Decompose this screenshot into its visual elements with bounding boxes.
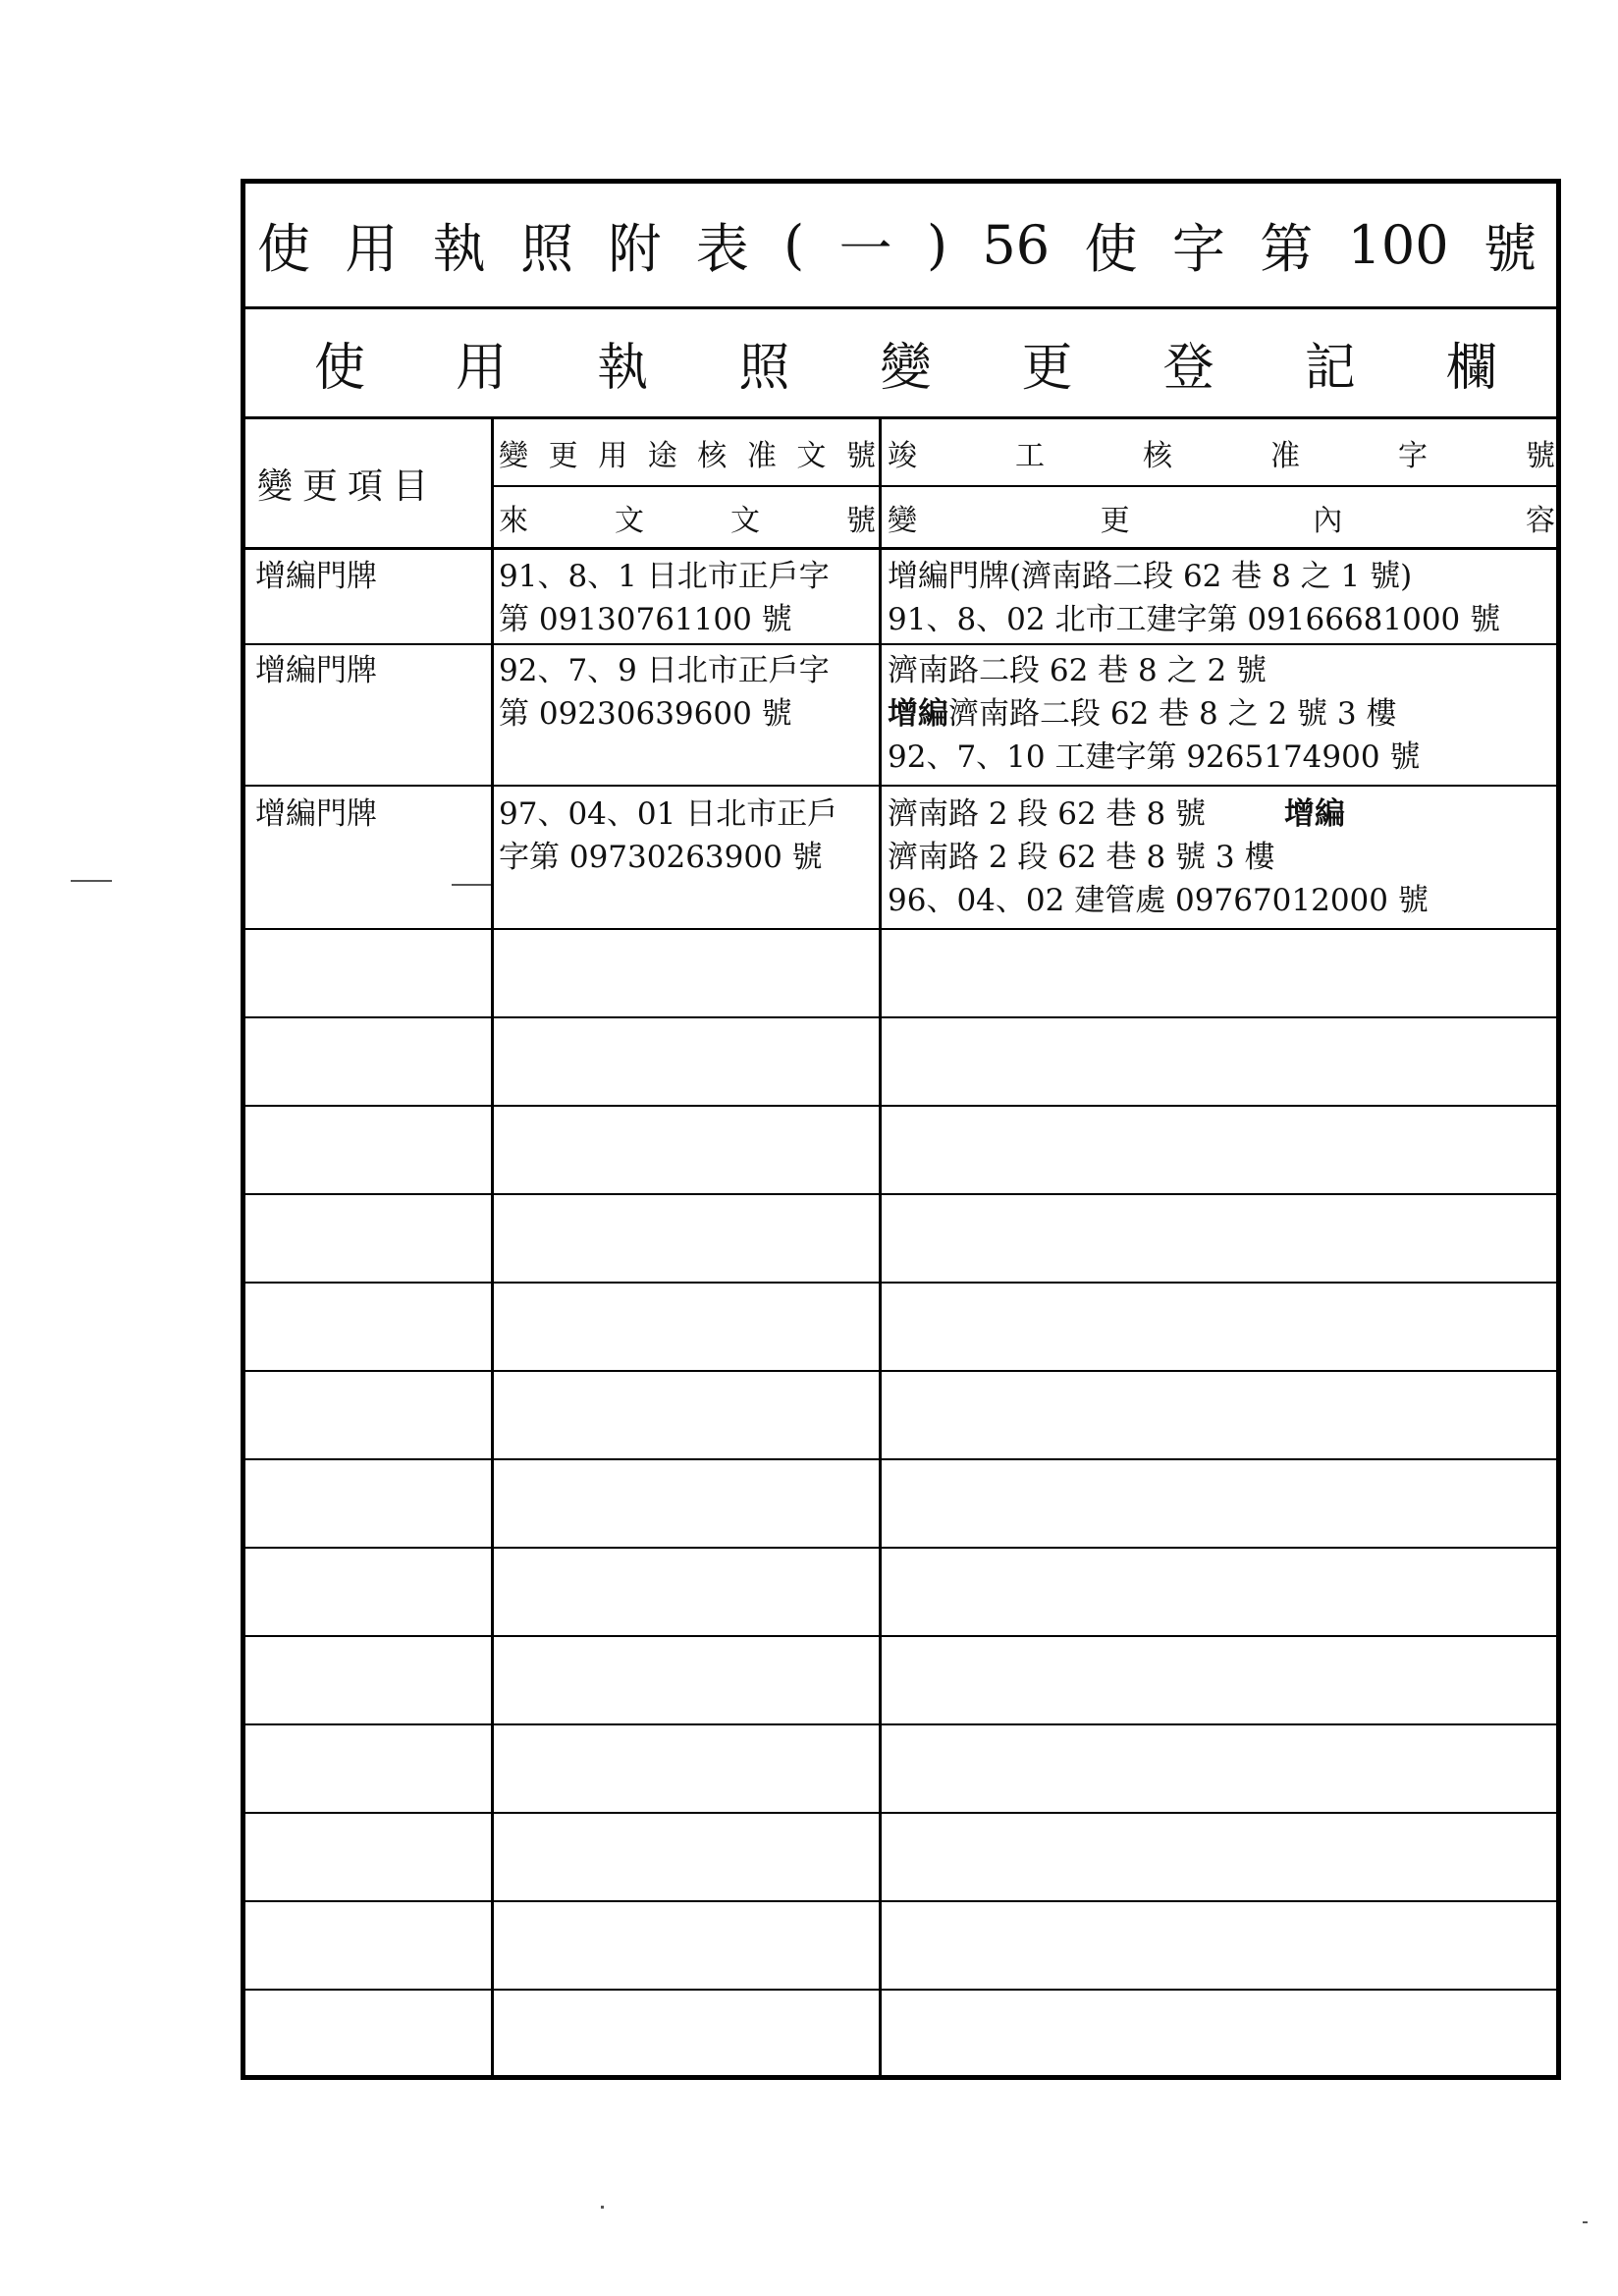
- title-char: 第: [1260, 218, 1314, 280]
- title-char: (: [783, 214, 805, 276]
- row-2-content-line-3: 92、7、10 工建字第 9265174900 號: [888, 739, 1421, 775]
- header-change-item: 變更項目: [257, 465, 439, 507]
- row-3-bold-tag: 增編: [1284, 796, 1346, 832]
- title-char: 一: [838, 218, 892, 280]
- column-divider: [879, 419, 882, 2075]
- empty-row-divider: [245, 1458, 1556, 1460]
- row-1-doc-line-1: 91、8、1 日北市正戶字: [499, 559, 830, 594]
- title-char: 附: [608, 218, 662, 280]
- row-divider: [245, 643, 1556, 645]
- row-1-item: 增編門牌: [255, 559, 377, 594]
- subtitle-char: 欄: [1445, 339, 1497, 398]
- column-divider: [491, 419, 494, 2075]
- row-2-bold-tag: 增編: [888, 696, 948, 732]
- scan-mark: [1583, 2221, 1588, 2223]
- form-subtitle: [245, 309, 1556, 419]
- empty-row-divider: [245, 1547, 1556, 1549]
- subtitle-char: 照: [738, 339, 790, 398]
- row-divider: [245, 785, 1556, 787]
- header-completion-approval: 竣 工 核 准 字 號: [888, 439, 1555, 473]
- row-1-doc-line-2: 第 09130761100 號: [499, 602, 792, 637]
- title-char: 號: [1483, 218, 1537, 280]
- subtitle-char: 使: [314, 339, 366, 398]
- row-3-content-line-2: 濟南路 2 段 62 巷 8 號 3 樓: [888, 840, 1275, 875]
- header-divider: [491, 485, 1556, 487]
- title-char: 100: [1347, 214, 1449, 276]
- subtitle-char: 執: [597, 339, 649, 398]
- subtitle-char: 用: [456, 339, 508, 398]
- subtitle-char: 記: [1304, 339, 1356, 398]
- row-divider: [245, 928, 1556, 930]
- title-char: 字: [1171, 218, 1225, 280]
- empty-row-divider: [245, 1193, 1556, 1195]
- scan-mark: [452, 884, 491, 886]
- row-divider: [245, 547, 1556, 550]
- header-change-content: 變 更 內 容: [888, 504, 1555, 538]
- scan-mark: [71, 880, 112, 882]
- empty-row-divider: [245, 1370, 1556, 1372]
- form-title: [245, 184, 1556, 309]
- row-3-content-line-3: 96、04、02 建管處 09767012000 號: [888, 883, 1429, 918]
- row-2-doc-line-1: 92、7、9 日北市正戶字: [499, 653, 830, 688]
- title-char: 表: [695, 218, 749, 280]
- row-2-doc-line-2: 第 09230639600 號: [499, 696, 792, 732]
- header-incoming-doc: 來 文 文 號: [499, 504, 876, 538]
- license-change-form: [241, 179, 1561, 2080]
- title-char: 執: [432, 218, 486, 280]
- title-char: 照: [520, 218, 574, 280]
- title-char: 使: [257, 218, 310, 280]
- subtitle-char: 更: [1021, 339, 1073, 398]
- row-2-content-line-1: 濟南路二段 62 巷 8 之 2 號: [888, 653, 1267, 688]
- row-2-item: 增編門牌: [255, 653, 377, 688]
- empty-row-divider: [245, 1812, 1556, 1814]
- title-char: 使: [1084, 218, 1138, 280]
- empty-row-divider: [245, 1105, 1556, 1107]
- subtitle-char: 登: [1162, 339, 1214, 398]
- row-3-content-line-1: 濟南路 2 段 62 巷 8 號 增編: [888, 796, 1346, 832]
- header-approval-doc: 變 更 用 途 核 准 文 號: [499, 439, 876, 473]
- row-3-doc-line-1: 97、04、01 日北市正戶: [499, 796, 838, 832]
- title-char: 56: [982, 214, 1051, 276]
- row-2-content-line-2: 增編濟南路二段 62 巷 8 之 2 號 3 樓: [888, 696, 1397, 732]
- title-char: 用: [345, 218, 399, 280]
- empty-row-divider: [245, 1016, 1556, 1018]
- empty-row-divider: [245, 1635, 1556, 1637]
- row-1-content-line-1: 增編門牌(濟南路二段 62 巷 8 之 1 號): [888, 559, 1413, 594]
- row-1-content-line-2: 91、8、02 北市工建字第 09166681000 號: [888, 602, 1501, 637]
- empty-row-divider: [245, 1723, 1556, 1725]
- empty-row-divider: [245, 1282, 1556, 1284]
- title-char: ): [926, 214, 948, 276]
- empty-row-divider: [245, 1900, 1556, 1902]
- row-3-doc-line-2: 字第 09730263900 號: [499, 840, 823, 875]
- subtitle-char: 變: [880, 339, 932, 398]
- empty-row-divider: [245, 1989, 1556, 1991]
- row-3-item: 增編門牌: [255, 796, 377, 832]
- scan-mark: [601, 2206, 604, 2209]
